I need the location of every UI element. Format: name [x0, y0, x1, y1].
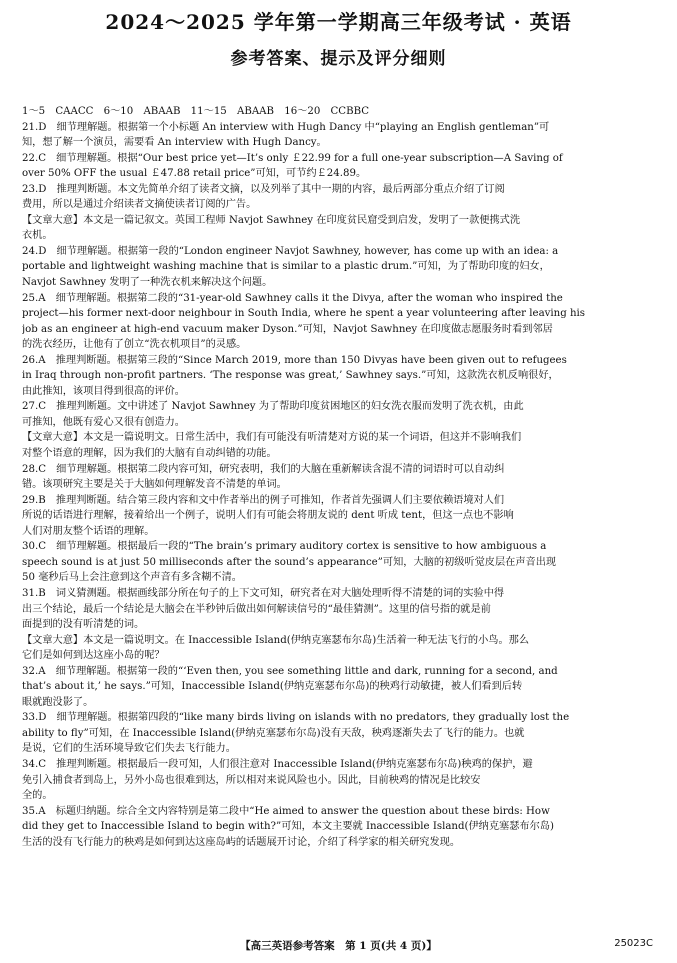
text-line: 50 毫秒后马上会注意到这个声音有多含糊不清。	[22, 572, 242, 584]
text-line: 知，想了解一个演员，需要看 An interview with Hugh Dancy。	[22, 137, 327, 149]
text-line: 31.B 词义猜测题。根据画线部分所在句子的上下文可知，研究者在对大脑处理听得不清楚的词的实验中得	[22, 587, 505, 599]
text-line: did they get to Inaccessible Island to begin with?”可知，本文主要就 Inaccessible Island(伊纳克塞瑟布尔岛)	[22, 821, 554, 833]
text-line: 对整个语意的理解，因为我们的大脑有自动纠错的功能。	[22, 448, 277, 460]
text-line: Navjot Sawhney 发明了一种洗衣机来解决这个问题。	[22, 277, 273, 289]
text-line: 28.C 细节理解题。根据第二段内容可知，研究表明，我们的大脑在重新解读含混不清的词语时可以自动纠	[22, 463, 505, 475]
text-line: 23.D 推理判断题。本文先简单介绍了读者文摘，以及列举了其中一期的内容，最后两部分重点介绍了订阅	[22, 183, 505, 195]
text-line: in Iraq through non-profit partners. ‘The response was great,’ Sawhney says.”可知，这款洗衣机反响很好，	[22, 370, 559, 382]
text-line: project—his former next-door neighbour in South India, where he spent a year volunteering after leaving his	[22, 308, 586, 320]
text-line: 1～5 CAACC 6～10 ABAAB 11～15 ABAAB 16～20 CCBBC	[22, 106, 370, 117]
text-line: 所说的话语进行理解，接着给出一个例子，说明人们有可能会将朋友说的 dent 听成 tent，但这一点也不影响	[22, 510, 514, 522]
text-line: 错。该项研究主要是关于大脑如何理解发音不清楚的单词。	[22, 479, 287, 491]
text-line: 全的。	[22, 790, 53, 802]
text-line: 27.C 推理判断题。文中讲述了 Navjot Sawhney 为了帮助印度贫困地区的妇女洗衣服而发明了洗衣机，由此	[22, 401, 524, 413]
text-line: 由此推知，该项目得到很高的评价。	[22, 385, 185, 397]
text-line: 33.D 细节理解题。根据第四段的“like many birds living on islands with no predators, they gradually lost the	[22, 712, 570, 724]
text-line: 26.A 推理判断题。根据第三段的“Since March 2019, more than 150 Divyas have been given out to refugees	[22, 354, 567, 366]
answer-body	[22, 104, 654, 850]
footer-page-info: 【高三英语参考答案 第 1 页(共 4 页)】	[240, 940, 437, 952]
text-line: 费用，所以是通过介绍读者文摘使读者订阅的广告。	[22, 199, 257, 211]
text-line: 29.B 推理判断题。结合第三段内容和文中作者举出的例子可推知，作者首先强调人们主要依赖语境对人们	[22, 494, 505, 506]
text-line: 是说，它们的生活环境导致它们失去飞行能力。	[22, 743, 236, 755]
text-line: 面提到的没有听清楚的词。	[22, 619, 145, 631]
text-line: 32.A 细节理解题。根据第一段的“‘Even then, you see something little and dark, running for a second, and	[22, 665, 558, 677]
text-line: portable and lightweight washing machine that is similar to a plastic drum.”可知，为了帮助印度的妇女，	[22, 261, 550, 273]
text-line: 它们是如何到达这座小岛的呢？	[22, 650, 165, 662]
text-line: 25.A 细节理解题。根据第二段的“31-year-old Sawhney calls it the Divya, after the woman who inspired the	[22, 292, 563, 304]
text-line: 35.A 标题归纳题。综合全文内容特别是第二段中“He aimed to answer the question about these birds: How	[22, 805, 550, 817]
text-line: 衣机。	[22, 230, 53, 242]
text-line: speech sound is at just 50 milliseconds after the sound’s appearance”可知，大脑的初级听觉皮层在声音出现	[22, 556, 557, 568]
text-line: 22.C 细节理解题。根据“Our best price yet—It’s only ￡22.99 for a full one-year subscription—A Saving of	[22, 152, 563, 164]
text-line: job as an engineer at high-end vacuum maker Dyson.”可知，Navjot Sawhney 在印度做志愿服务时看到邻居	[22, 323, 553, 335]
text-line: 【文章大意】本文是一篇说明文。日常生活中，我们有可能没有听清楚对方说的某一个词语，但这并不影响我们	[22, 432, 522, 444]
text-line: 【文章大意】本文是一篇记叙文。英国工程师 Navjot Sawhney 在印度贫民窟受到启发，发明了一款便携式洗	[22, 214, 521, 226]
page-title: 2024～2025 学年第一学期高三年级考试 · 英语	[105, 10, 572, 34]
text-line: 【文章大意】本文是一篇说明文。在 Inaccessible Island(伊纳克塞瑟布尔岛)生活着一种无法飞行的小鸟。那么	[22, 634, 530, 646]
text-line: 30.C 细节理解题。根据最后一段的“The brain’s primary auditory cortex is sensitive to how ambiguous a	[22, 541, 547, 553]
text-line: 生活的没有飞行能力的秧鸡是如何到达这座岛屿的话题展开讨论，介绍了科学家的相关研究发现。	[22, 836, 461, 848]
text-line: that’s about it,’ he says.”可知，Inaccessible Island(伊纳克塞瑟布尔岛)的秧鸡行动敏捷，被人们看到后转	[22, 681, 523, 693]
text-line: 可推知，他既有爱心又很有创造力。	[22, 416, 185, 428]
text-line: 24.D 细节理解题。根据第一段的“London engineer Navjot Sawhney, however, has come up with an idea: a	[22, 245, 559, 257]
text-line: 34.C 推理判断题。根据最后一段可知，人们很注意对 Inaccessible Island(伊纳克塞瑟布尔岛)秧鸡的保护，避	[22, 758, 533, 770]
text-line: ability to fly”可知，在 Inaccessible Island(伊纳克塞瑟布尔岛)没有天敌，秧鸡逐渐失去了飞行的能力。也就	[22, 727, 525, 739]
page-subtitle: 参考答案、提示及评分细则	[230, 49, 447, 69]
text-line: 的洗衣经历，让他有了创立“洗衣机项目”的灵感。	[22, 339, 247, 351]
text-line: over 50% OFF the usual ￡47.88 retail price”可知，可节约￡24.89。	[22, 168, 367, 180]
text-line: 眼就跑没影了。	[22, 696, 94, 708]
text-line: 人们对朋友整个话语的理解。	[22, 525, 155, 537]
text-line: 出三个结论，最后一个结论是大脑会在半秒钟后做出如何解读信号的“最佳猜测”。这里的信号指的就是前	[22, 603, 491, 615]
text-line: 免引入捕食者到岛上，另外小岛也很难到达，所以相对来说风险也小。因此，目前秧鸡的情况是比较安	[22, 774, 481, 786]
footer-code: 25023C	[614, 938, 653, 949]
text-line: 21.D 细节理解题。根据第一个小标题 An interview with Hugh Dancy 中“playing an English gentleman”可	[22, 121, 550, 133]
